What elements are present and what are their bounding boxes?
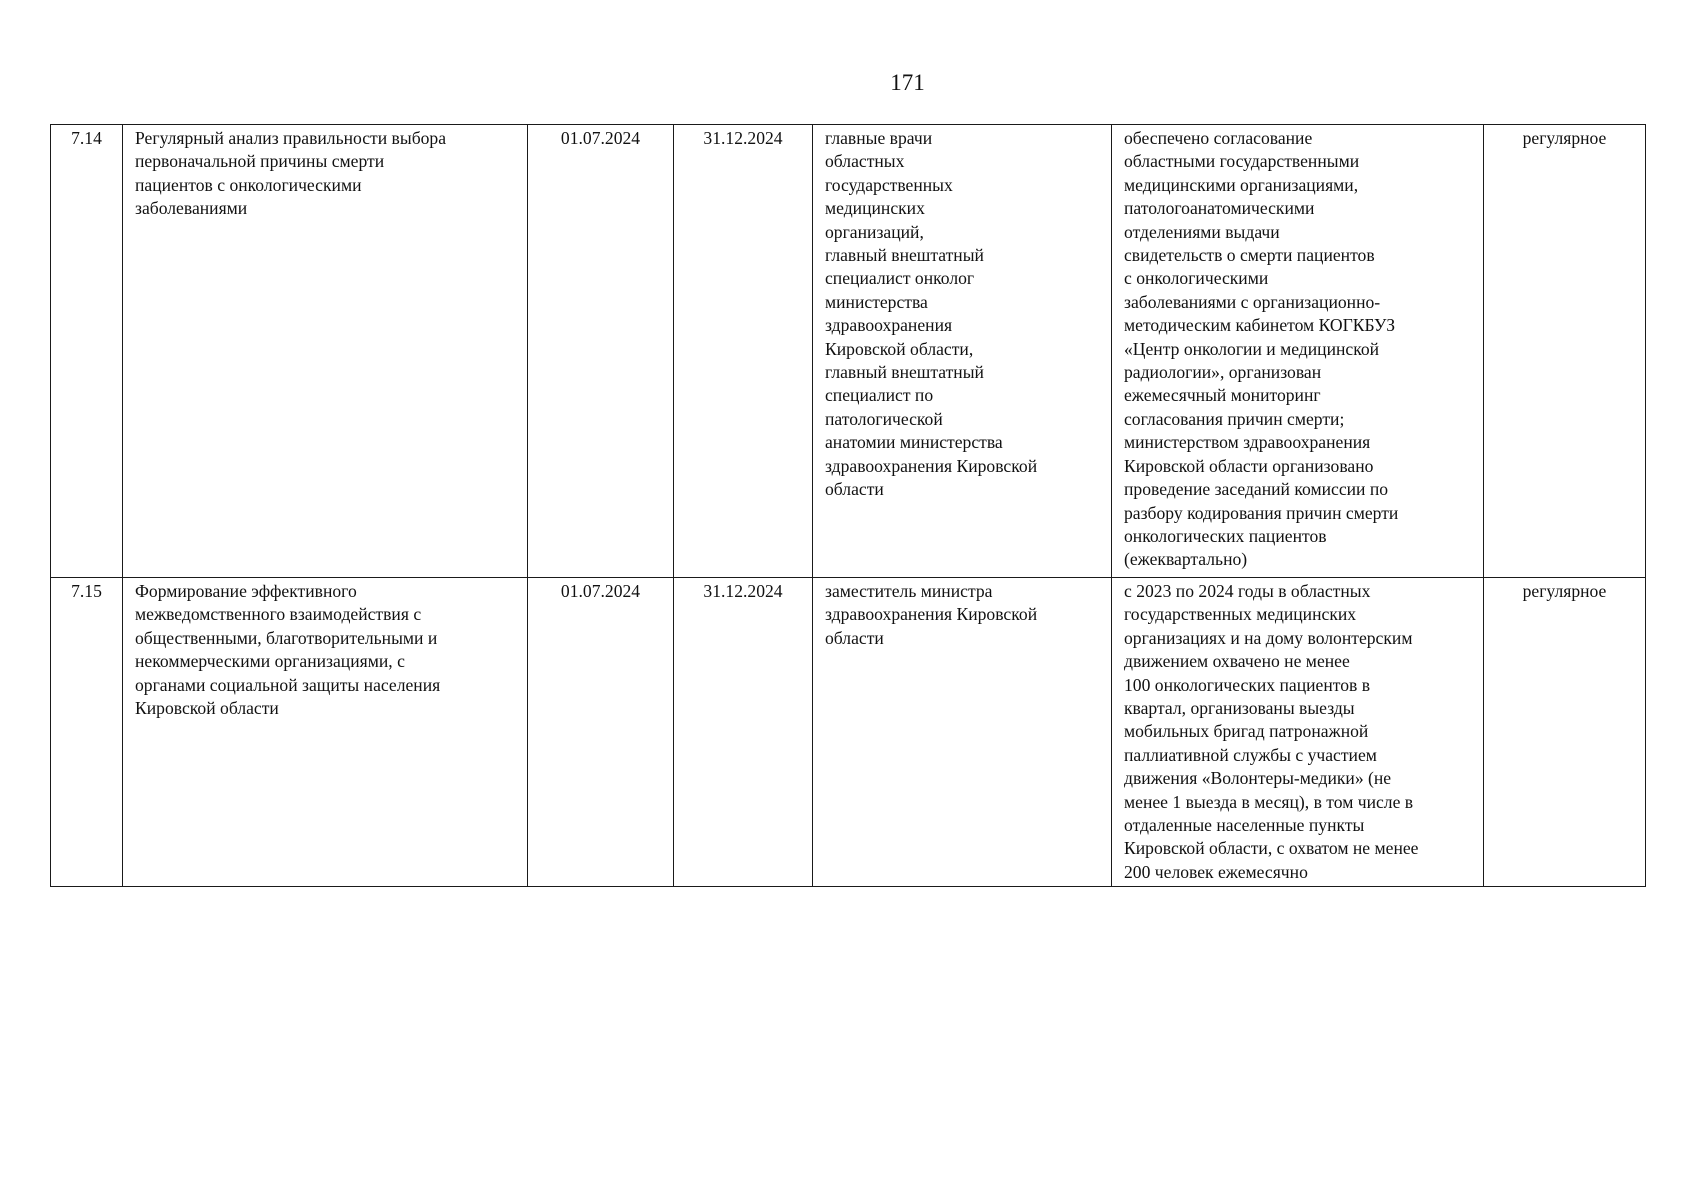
result-cell: с 2023 по 2024 годы в областных государственных медицинских организациях и на дому волонтерским движением охвачено не менее 100 онкологических пациентов в квартал, организованы выезды мобильных бригад патронажной паллиативной службы с участием движения «Волонтеры-медики» (не менее 1 выезда в месяц), в том числе в отдаленные населенные пункты Кировской области, с охватом не менее 200 человек ежемесячно <box>1112 578 1484 887</box>
activity-cell: Формирование эффективного межведомственного взаимодействия с общественными, благотворительными и некоммерческими организациями, с органами социальной защиты населения Кировской области <box>123 578 528 887</box>
page-number: 171 <box>890 70 925 95</box>
table-row <box>51 578 1646 887</box>
type-cell: регулярное <box>1484 578 1646 887</box>
start-date-cell: 01.07.2024 <box>528 578 674 887</box>
result-cell: обеспечено согласование областными государственными медицинскими организациями, патологоанатомическими отделениями выдачи свидетельств о смерти пациентов с онкологическими заболеваниями с организационно- методическим кабинетом КОГКБУЗ «Центр онкологии и медицинской радиологии», организован ежемесячный мониторинг согласования причин смерти; министерством здравоохранения Кировской области организовано проведение заседаний комиссии по разбору кодирования причин смерти онкологических пациентов (ежеквартально) <box>1112 125 1484 578</box>
end-date-cell: 31.12.2024 <box>674 125 813 578</box>
table-row <box>51 125 1646 578</box>
activity-cell: Регулярный анализ правильности выбора первоначальной причины смерти пациентов с онкологическими заболеваниями <box>123 125 528 578</box>
responsible-cell: главные врачи областных государственных медицинских организаций, главный внештатный специалист онколог министерства здравоохранения Кировской области, главный внештатный специалист по патологической анатомии министерства здравоохранения Кировской области <box>813 125 1112 578</box>
start-date-cell: 01.07.2024 <box>528 125 674 578</box>
responsible-cell: заместитель министра здравоохранения Кировской области <box>813 578 1112 887</box>
type-cell: регулярное <box>1484 125 1646 578</box>
row-number-cell: 7.14 <box>51 125 123 578</box>
row-number-cell: 7.15 <box>51 578 123 887</box>
plan-table <box>50 124 1646 887</box>
end-date-cell: 31.12.2024 <box>674 578 813 887</box>
